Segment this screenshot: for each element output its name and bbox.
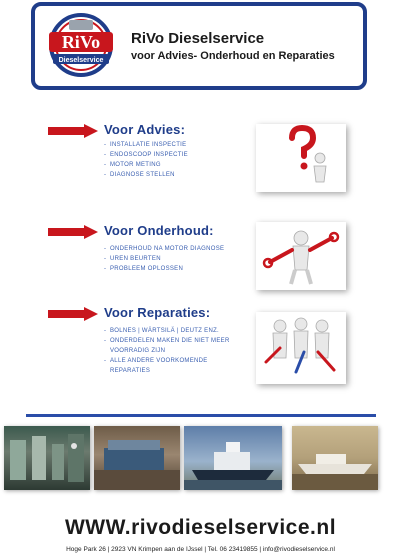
contact-footer: Hoge Park 26 | 2923 VN Krimpen aan de IJssel | Tel. 06 23419855 | info@rivodieselservice.nl xyxy=(66,546,335,553)
advies-list xyxy=(104,140,240,180)
brand-name: RiVo Dieselservice xyxy=(131,30,265,47)
list-item: - ENDOSCOOP INSPECTIE xyxy=(104,150,240,160)
rivo-logo xyxy=(45,12,117,78)
list-item: - MOTOR METING xyxy=(104,160,240,170)
list-item: - BOLNES | WÄRTSILÄ | DEUTZ ENZ. xyxy=(104,326,240,336)
ship-in-dock-photo xyxy=(292,426,378,490)
logo-subtext: Dieselservice xyxy=(58,57,104,64)
red-arrow-icon xyxy=(48,225,98,239)
list-item: - ONDERHOUD NA MOTOR DIAGNOSE xyxy=(104,244,240,254)
list-item: - PROBLEEM OPLOSSEN xyxy=(104,264,240,274)
section-title-advies: Voor Advies: xyxy=(104,122,186,137)
section-title-onderhoud: Voor Onderhoud: xyxy=(104,223,214,238)
list-item: - ONDERDELEN MAKEN DIE NIET MEER VOORRADIG ZIJN xyxy=(104,336,240,356)
tagline: voor Advies- Onderhoud en Reparaties xyxy=(131,50,335,62)
engine-workshop-photo xyxy=(94,426,180,490)
wrench-figure xyxy=(256,222,346,290)
list-item: - INSTALLATIE INSPECTIE xyxy=(104,140,240,150)
onderhoud-list xyxy=(104,244,240,274)
team-with-tools-figures xyxy=(256,312,346,384)
red-arrow-icon xyxy=(48,124,98,138)
list-item: - ALLE ANDERE VOORKOMENDE REPARATIES xyxy=(104,356,240,376)
red-arrow-icon xyxy=(48,307,98,321)
section-divider xyxy=(26,414,376,417)
engine-room-photo xyxy=(4,426,90,490)
header-banner xyxy=(31,2,367,90)
logo-text: RiVo xyxy=(61,32,101,52)
website-url[interactable]: WWW.rivodieselservice.nl xyxy=(64,516,337,539)
photo-strip xyxy=(0,426,401,492)
reparaties-list xyxy=(104,326,240,376)
list-item: - UREN BEURTEN xyxy=(104,254,240,264)
question-mark-figure xyxy=(256,124,346,192)
section-title-reparaties: Voor Reparaties: xyxy=(104,305,211,320)
ship-photo xyxy=(184,426,282,490)
list-item: - DIAGNOSE STELLEN xyxy=(104,170,240,180)
